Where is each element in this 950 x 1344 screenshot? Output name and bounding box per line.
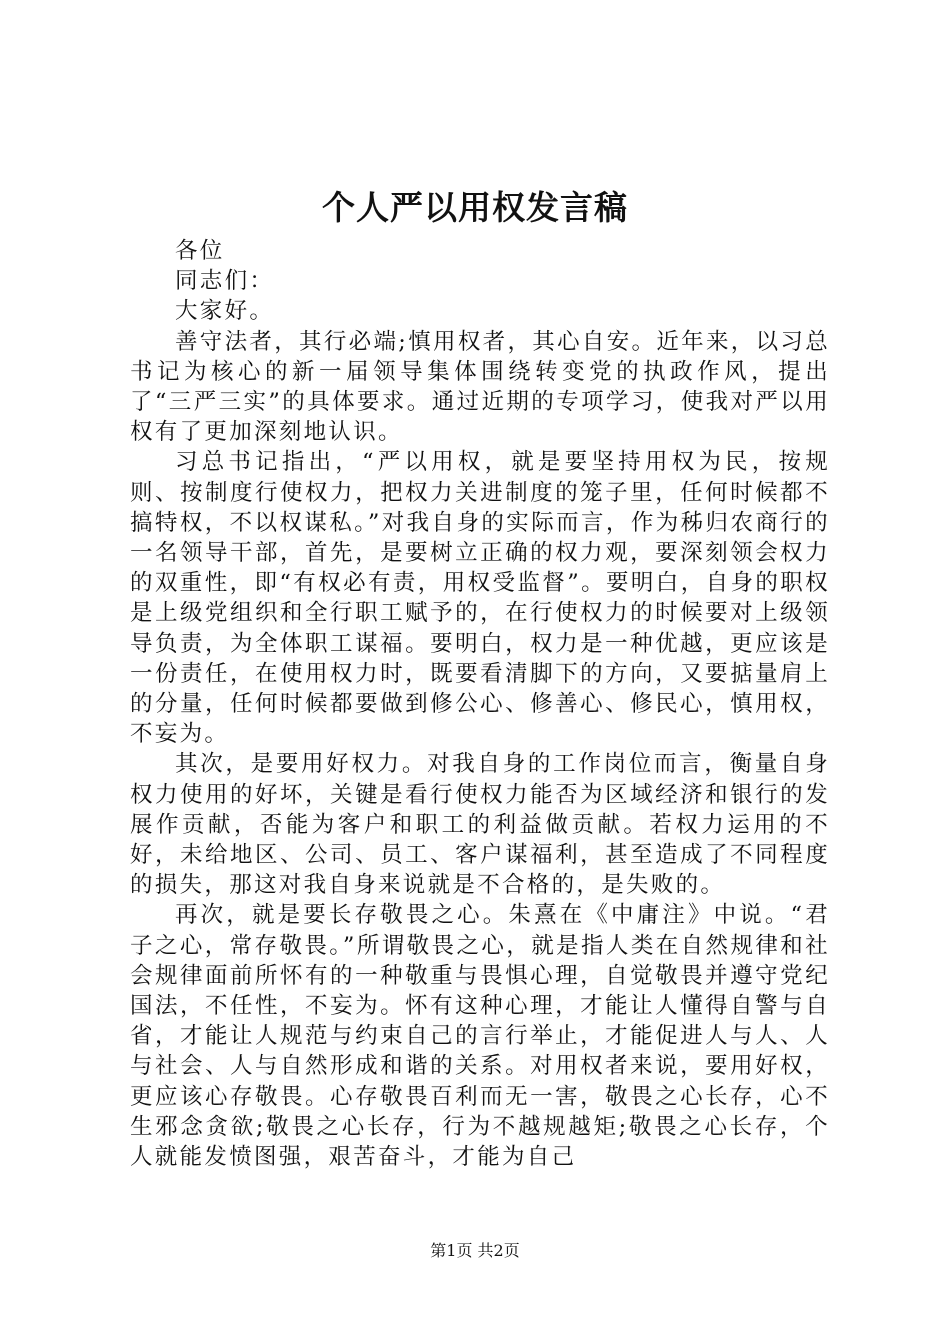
greeting-line-1: 各位 [175,238,225,264]
greeting-line-2: 同志们： [175,268,275,295]
paragraph-intro: 善守法者，其行必端;慎用权者，其心自安。近年来，以习总书记为核心的新一届领导集体围绕转变党的执政作风，提出了“三严三实”的具体要求。通过近期的专项学习，使我对严以用权有了更加深刻地认识。 [130,328,830,446]
greeting-line-3: 大家好。 [175,298,275,325]
paragraph-third-point: 再次，就是要长存敬畏之心。朱熹在《中庸注》中说。“君子之心，常存敬畏。”所谓敬畏之心，就是指人类在自然规律和社会规律面前所怀有的一种敬重与畏惧心理，自觉敬畏并遵守党纪国法，不任性，不妄为。怀有这种心理，才能让人懂得自警与自省，才能让人规范与约束自己的言行举止，才能促进人与人、人与社会、人与自然形成和谐的关系。对用权者来说，要用好权，更应该心存敬畏。心存敬畏百利而无一害，敬畏之心长存，心不生邪念贪欲;敬畏之心长存，行为不越规越矩;敬畏之心长存，个人就能发愤图强，艰苦奋斗，才能为自己 [130,902,830,1171]
paragraph-second-point: 其次，是要用好权力。对我自身的工作岗位而言，衡量自身权力使用的好坏，关键是看行使权力能否为区域经济和银行的发展作贡献，否能为客户和职工的利益做贡献。若权力运用的不好，未给地区、公司、员工、客户谋福利，甚至造成了不同程度的损失，那这对我自身来说就是不合格的，是失败的。 [130,751,830,899]
page-number-footer: 第1页 共2页 [430,1241,520,1260]
paragraph-first-point: 习总书记指出，“严以用权，就是要坚持用权为民，按规则、按制度行使权力，把权力关进制度的笼子里，任何时候都不搞特权，不以权谋私。”对我自身的实际而言，作为秭归农商行的一名领导干部，首先，是要树立正确的权力观，要深刻领会权力的双重性，即“有权必有责，用权受监督”。要明白，自身的职权是上级党组织和全行职工赋予的，在行使权力的时候要对上级领导负责，为全体职工谋福。要明白，权力是一种优越，更应该是一份责任，在使用权力时，既要看清脚下的方向，又要掂量肩上的分量，任何时候都要做到修公心、修善心、修民心，慎用权，不妄为。 [130,449,830,748]
document-title: 个人严以用权发言稿 [322,188,628,227]
document-body [130,236,830,1172]
